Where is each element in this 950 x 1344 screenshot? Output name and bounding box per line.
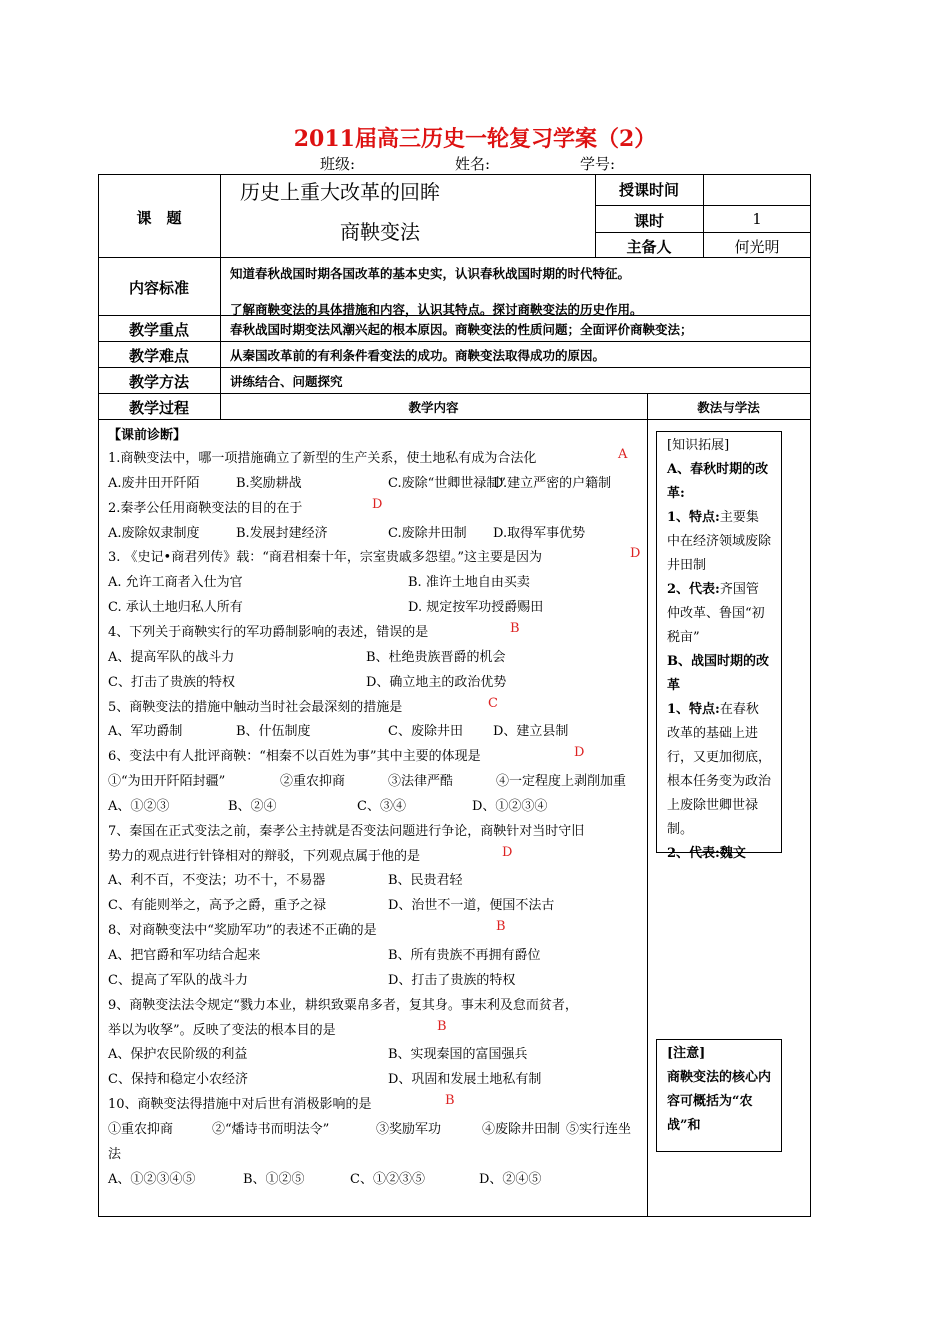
answer-mark: B <box>496 919 506 935</box>
focus-label: 教学重点 <box>128 321 189 339</box>
answer-option: A. 允许工商者入仕为官 <box>108 575 243 591</box>
answer-option: ③法律严酷 <box>388 774 454 790</box>
point-b2-partial: 2、代表:魏文 <box>667 846 746 861</box>
answer-option: D、巩固和发展土地私有制 <box>388 1072 542 1088</box>
question-text: 5、商鞅变法的措施中触动当时社会最深刻的措施是 <box>108 699 403 715</box>
answer-mark: D <box>630 546 641 562</box>
answer-option: D、治世不一道，便国不法古 <box>388 898 555 914</box>
point-a1-text: 主要集中在经济领域废除井田制 <box>667 510 772 573</box>
topic-line-1: 历史上重大改革的回眸 <box>240 180 440 204</box>
answer-mark: D <box>574 745 585 761</box>
answer-option: ①“为田开阡陌封疆” <box>108 774 226 790</box>
note-box-heading: [注意] <box>667 1046 706 1061</box>
answer-mark: C <box>488 695 498 711</box>
preparer-label: 主备人 <box>626 238 672 256</box>
answer-option: C、有能则举之，高予之爵，重予之禄 <box>108 898 326 914</box>
point-a2-label: 2、代表: <box>667 582 720 597</box>
lesson-time-label: 授课时间 <box>618 181 679 199</box>
question-text: 3. 《史记•商君列传》载：“商君相秦十年，宗室贵戚多怨望。”这主要是因为 <box>108 550 542 566</box>
answer-option: A.废除奴隶制度 <box>108 525 200 541</box>
point-b1-text: 在春秋改革的基础上进行，又更加彻底，根本任务变为政治上废除世卿世禄制。 <box>667 702 772 837</box>
answer-option: B、所有贵族不再拥有爵位 <box>388 948 541 963</box>
question-text: 势力的观点进行针锋相对的辩驳，下列观点属于他的是 <box>108 848 421 864</box>
method-label: 教学方法 <box>128 373 189 391</box>
focus-text: 春秋战国时期变法风潮兴起的根本原因。商鞅变法的性质问题；全面评价商鞅变法； <box>230 322 693 337</box>
answer-option: B.发展封建经济 <box>236 525 328 541</box>
answer-option: ②重农抑商 <box>280 774 346 790</box>
question-text: 举以为收孥”。反映了变法的根本目的是 <box>108 1022 336 1038</box>
approach-column-header: 教法与学法 <box>697 400 760 415</box>
answer-option: D、建立县制 <box>493 724 569 740</box>
answer-option: A、利不百，不变法；功不十，不易器 <box>108 873 326 889</box>
answer-option: A、军功爵制 <box>108 724 183 740</box>
standard-text-1: 知道春秋战国时期各国改革的基本史实，认识春秋战国时期的时代特征。 <box>230 266 631 281</box>
difficulty-label: 教学难点 <box>128 347 189 365</box>
point-b1-label: 1、特点: <box>667 702 720 717</box>
answer-option: D、打击了贵族的特权 <box>388 972 516 988</box>
answer-option: B、杜绝贵族晋爵的机会 <box>366 649 506 665</box>
answer-option: C.废除“世卿世禄制” <box>388 475 506 491</box>
difficulty-text: 从秦国改革前的有利条件看变法的成功。商鞅变法取得成功的原因。 <box>230 348 606 363</box>
content-column-header: 教学内容 <box>408 400 459 415</box>
question-text: 8、对商鞅变法中“奖励军功”的表述不正确的是 <box>108 923 377 939</box>
question-text: 2.秦孝公任用商鞅变法的目的在于 <box>108 500 303 516</box>
answer-option: D.取得军事优势 <box>493 525 586 541</box>
answer-option: B、实现秦国的富国强兵 <box>388 1047 528 1063</box>
answer-option: ②“燔诗书而明法令” <box>212 1121 330 1137</box>
method-text: 讲练结合、问题探究 <box>230 374 343 389</box>
answer-mark: D <box>502 844 513 860</box>
answer-mark: D <box>372 496 383 512</box>
answer-option: ①重农抑商 <box>108 1121 174 1137</box>
answer-option: D. 规定按军功授爵赐田 <box>408 600 544 616</box>
point-a1-label: 1、特点: <box>667 510 720 525</box>
answer-option: D.建立严密的户籍制 <box>493 475 612 491</box>
answer-mark: B <box>510 620 520 636</box>
answer-option: C. 承认土地归私人所有 <box>108 600 243 616</box>
name-label: 姓名: <box>455 155 491 173</box>
answer-option: C、保持和稳定小农经济 <box>108 1072 248 1088</box>
answer-option: B、什伍制度 <box>236 724 311 740</box>
topic-line-2: 商鞅变法 <box>340 220 420 244</box>
standard-text-2: 了解商鞅变法的具体措施和内容，认识其特点。探讨商鞅变法的历史作用。 <box>230 302 643 317</box>
answer-option: A、保护农民阶级的利益 <box>108 1047 248 1063</box>
student-id-label: 学号: <box>580 155 616 173</box>
answer-option: A、①②③ <box>108 798 170 814</box>
answer-option: A、①②③④⑤ <box>108 1171 196 1187</box>
question-text: 9、商鞅变法法令规定“戮力本业，耕织致粟帛多者，复其身。事末利及怠而贫者， <box>108 997 578 1013</box>
answer-option: B. 准许土地自由买卖 <box>408 575 530 591</box>
answer-mark: A <box>618 447 628 462</box>
question-text: 4、下列关于商鞅实行的军功爵制影响的表述，错误的是 <box>108 624 429 640</box>
standard-label: 内容标准 <box>128 279 189 297</box>
answer-option: A.废井田开阡陌 <box>108 475 200 491</box>
answer-option: B、民贵君轻 <box>388 873 463 889</box>
question-text: 法 <box>108 1146 122 1162</box>
answer-option: A、提高军队的战斗力 <box>108 649 235 665</box>
note-box <box>656 1039 782 1152</box>
answer-option: D、确立地主的政治优势 <box>366 674 507 690</box>
spring-autumn-title: A、春秋时期的改革: <box>667 462 769 501</box>
question-text: 10、商鞅变法得措施中对后世有消极影响的是 <box>108 1097 372 1113</box>
section-title: 【课前诊断】 <box>108 428 187 443</box>
note-box-text: 商鞅变法的核心内容可概括为“农战”和 <box>667 1070 772 1133</box>
process-label: 教学过程 <box>128 399 189 417</box>
answer-option: B、②④ <box>228 798 277 814</box>
answer-option: C、提高了军队的战斗力 <box>108 972 248 988</box>
answer-option: C、①②③⑤ <box>350 1171 425 1187</box>
answer-option: C.废除井田制 <box>388 525 467 541</box>
warring-states-title: B、战国时期的改革 <box>667 654 769 693</box>
answer-option: C、③④ <box>357 798 406 814</box>
hours-label: 课时 <box>633 212 664 230</box>
knowledge-box <box>656 431 782 861</box>
point-a2-text: 齐国管仲改革、鲁国“初税亩” <box>667 582 765 645</box>
preparer-value: 何光明 <box>734 238 780 256</box>
answer-option: ⑤实行连坐 <box>566 1121 632 1137</box>
answer-option: D、②④⑤ <box>479 1171 542 1187</box>
answer-mark: B <box>445 1093 455 1109</box>
hours-value: 1 <box>752 210 762 228</box>
answer-option: A、把官爵和军功结合起来 <box>108 948 261 963</box>
answer-option: ④一定程度上剥削加重 <box>496 774 627 790</box>
class-label: 班级: <box>320 155 356 173</box>
answer-option: D、①②③④ <box>472 798 548 814</box>
answer-option: B、①②⑤ <box>243 1171 305 1187</box>
question-text: 7、秦国在正式变法之前，秦孝公主持就是否变法问题进行争论，商鞅针对当时守旧 <box>108 823 585 839</box>
answer-option: ④废除井田制 <box>482 1121 561 1137</box>
knowledge-box-heading: [知识拓展] <box>667 438 730 453</box>
question-text: 6、变法中有人批评商鞅：“相秦不以百姓为事”其中主要的体现是 <box>108 749 481 765</box>
answer-mark: B <box>437 1018 447 1034</box>
answer-option: C、打击了贵族的特权 <box>108 674 235 690</box>
answer-option: ③奖励军功 <box>376 1121 442 1137</box>
answer-option: C、废除井田 <box>388 724 463 740</box>
question-text: 1.商鞅变法中，哪一项措施确立了新型的生产关系，使土地私有成为合法化 <box>108 451 537 466</box>
topic-label: 课 题 <box>136 209 182 227</box>
answer-option: B.奖励耕战 <box>236 475 302 491</box>
document-title: 2011届高三历史一轮复习学案（2） <box>293 126 657 152</box>
